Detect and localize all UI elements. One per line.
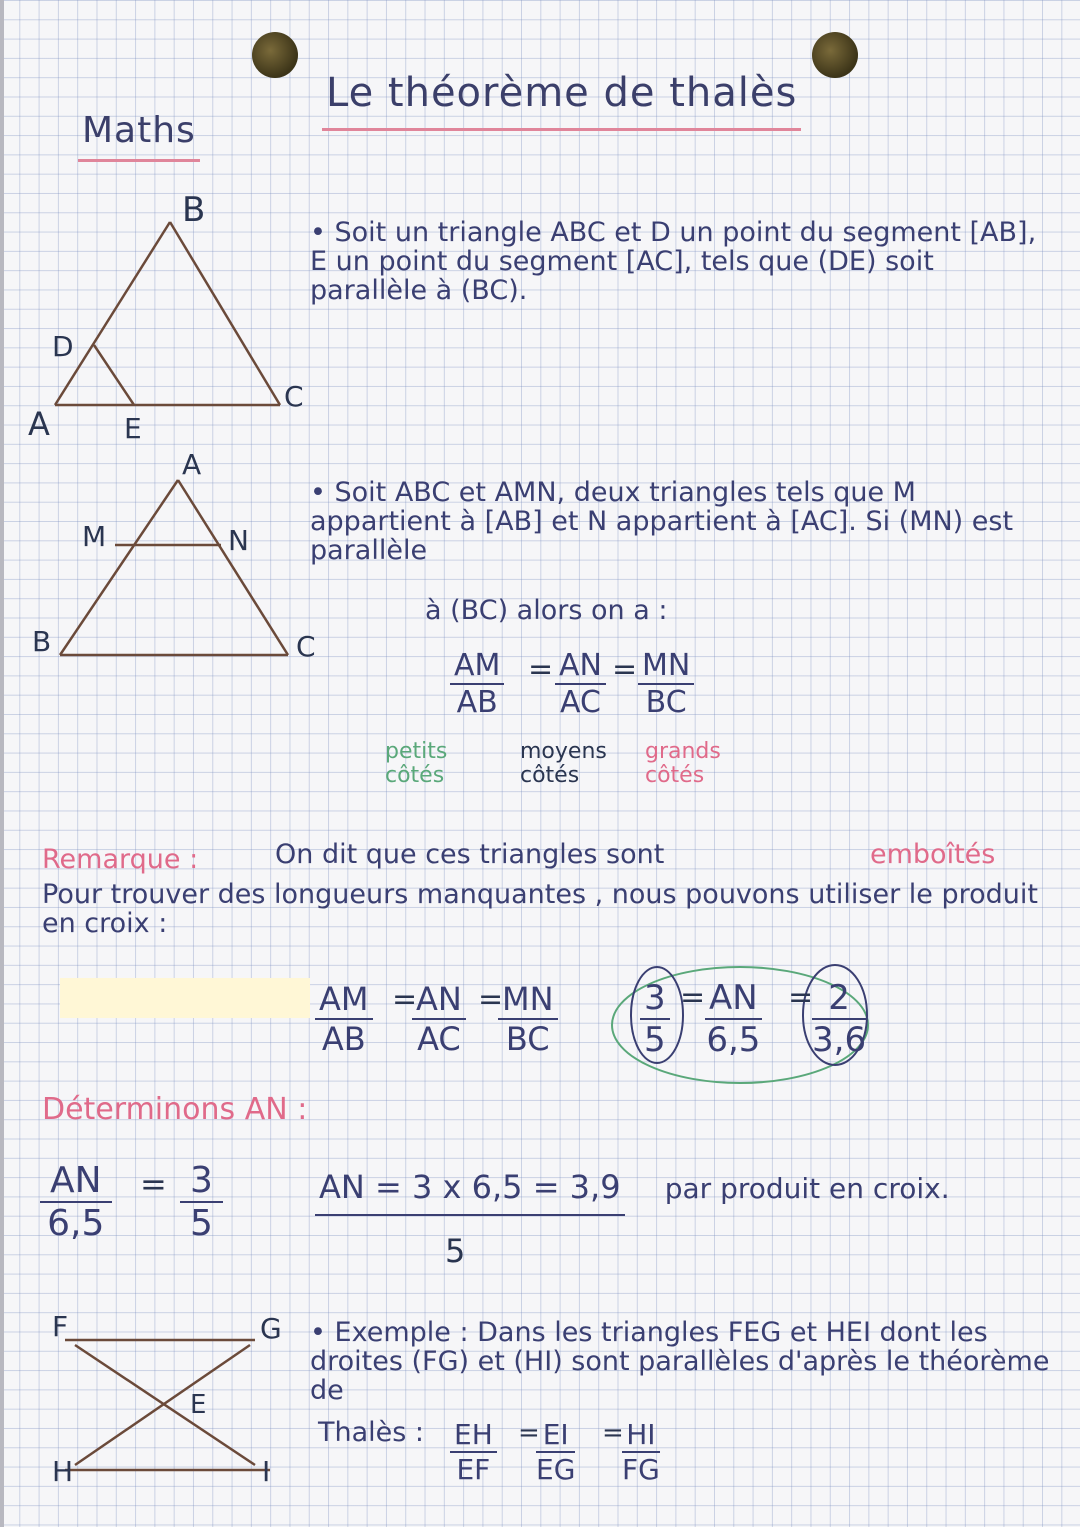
ratio-mn-bc: [638, 648, 694, 720]
example-text: • Exemple : Dans les triangles FEG et HEI dont les droites (FG) et (HI) sont parallèles d'après le théorème de: [310, 1317, 1050, 1406]
ex-ratio-mn-bc: [498, 980, 558, 1058]
calc-denominator: 5: [445, 1232, 466, 1270]
val-den-5: 5: [644, 1020, 666, 1060]
calc-line: [315, 1168, 950, 1206]
section2-text: • Soit ABC et AMN, deux triangles tels que M appartient à [AB] et N appartient à [AC]. Si (MN) est parallèle: [310, 477, 1014, 566]
fig1-label-c: C: [284, 380, 304, 413]
fig3-label-h: H: [52, 1455, 74, 1488]
fig1-label-b: B: [182, 190, 206, 230]
section2-line2: à (BC) alors on a :: [425, 595, 668, 626]
equals-sign: =: [602, 1418, 624, 1448]
ratio-am-ab: [450, 648, 504, 720]
ex-ratio-eh-ef: [450, 1418, 497, 1486]
ex-ratio-hi-fg: [622, 1418, 660, 1486]
ex-num-mn: MN: [498, 980, 558, 1020]
ex2-den-eg: EG: [536, 1453, 576, 1486]
ex2-den-ef: EF: [456, 1453, 491, 1486]
ex-ratio-am-ab: [315, 980, 373, 1058]
remark-emph: emboîtés: [870, 839, 996, 870]
ratio-num-an: AN: [555, 648, 606, 685]
ratio-num-am: AM: [450, 648, 504, 685]
det-num-3: 3: [180, 1160, 223, 1203]
page-title: Le théorème de thalès: [322, 70, 801, 131]
label-large-sides: grands côtés: [645, 739, 721, 788]
subject-label: Maths: [78, 110, 200, 162]
val-num-an: AN: [705, 978, 762, 1020]
ratio-an-ac: [555, 648, 606, 720]
ex2-den-fg: FG: [622, 1453, 660, 1486]
ex-num-an: AN: [412, 980, 466, 1020]
ex2-num-eh: EH: [450, 1418, 497, 1453]
fig3-label-i: I: [262, 1455, 271, 1488]
determine-label: Déterminons AN :: [42, 1092, 308, 1127]
fig3-label-f: F: [52, 1310, 69, 1343]
equals-sign: =: [518, 1418, 540, 1448]
val-3-5: [640, 978, 670, 1060]
det-frac-left: [40, 1160, 112, 1244]
section1-text: • Soit un triangle ABC et D un point du segment [AB], E un point du segment [AC], tels que (DE) soit parallèle à (BC).: [310, 217, 1037, 306]
ex2-num-hi: HI: [622, 1418, 660, 1453]
label-small-sides: petits côtés: [385, 739, 448, 788]
ex-ratio-an-ac: [412, 980, 466, 1058]
ratio-num-mn: MN: [638, 648, 694, 685]
example-thales: Thalès :: [318, 1417, 425, 1448]
det-frac-right: [180, 1160, 223, 1244]
ex-den-bc: BC: [505, 1020, 550, 1058]
fig2-label-a: A: [182, 448, 202, 481]
equals-sign: =: [680, 980, 706, 1015]
fig2-label-n: N: [228, 524, 249, 557]
equals-sign: =: [392, 982, 418, 1017]
label-medium-sides: moyens côtés: [520, 739, 607, 788]
calc-suffix: par produit en croix.: [664, 1172, 950, 1205]
highlight-mark: [60, 978, 310, 1018]
val-den-6-5: 6,5: [706, 1020, 761, 1060]
ex-den-ab: AB: [321, 1020, 366, 1058]
ratio-den-ac: AC: [560, 685, 601, 720]
ratio-den-ab: AB: [456, 685, 498, 720]
fig3-label-g: G: [260, 1312, 282, 1345]
remark-text1: On dit que ces triangles sont: [275, 839, 665, 870]
val-den-3-6: 3,6: [812, 1020, 867, 1060]
equals-sign: =: [612, 652, 638, 687]
val-2-36: [812, 978, 866, 1060]
fig2-label-m: M: [82, 520, 107, 553]
equals-sign: =: [140, 1165, 167, 1203]
remark-label: Remarque :: [42, 844, 199, 875]
ex-num-am: AM: [315, 980, 373, 1020]
figure-butterfly: [65, 1340, 270, 1470]
ex-den-ac: AC: [417, 1020, 461, 1058]
ex-ratio-ei-eg: [536, 1418, 575, 1486]
fig1-label-d: D: [52, 330, 74, 363]
figure-triangle-amn: [60, 480, 288, 655]
ratio-den-bc: BC: [645, 685, 687, 720]
figure-triangle-abc: [55, 222, 280, 405]
val-num-3: 3: [640, 978, 670, 1020]
fig1-label-a: A: [28, 405, 50, 443]
equals-sign: =: [788, 980, 814, 1015]
fig2-label-c: C: [296, 630, 316, 663]
remark-text2: Pour trouver des longueurs manquantes , nous pouvons utiliser le produit en croix :: [42, 879, 1038, 939]
fig3-label-e: E: [190, 1390, 207, 1420]
equals-sign: =: [528, 652, 554, 687]
equals-sign: =: [478, 982, 504, 1017]
ex2-num-ei: EI: [536, 1418, 575, 1453]
fig2-label-b: B: [32, 625, 52, 658]
calc-expression: AN = 3 x 6,5 = 3,9: [315, 1168, 625, 1216]
det-den-6-5: 6,5: [47, 1203, 105, 1244]
val-an-65: [705, 978, 762, 1060]
det-num-an: AN: [40, 1160, 112, 1203]
det-den-5: 5: [190, 1203, 213, 1244]
val-num-2: 2: [812, 978, 866, 1020]
fig1-label-e: E: [124, 412, 142, 445]
